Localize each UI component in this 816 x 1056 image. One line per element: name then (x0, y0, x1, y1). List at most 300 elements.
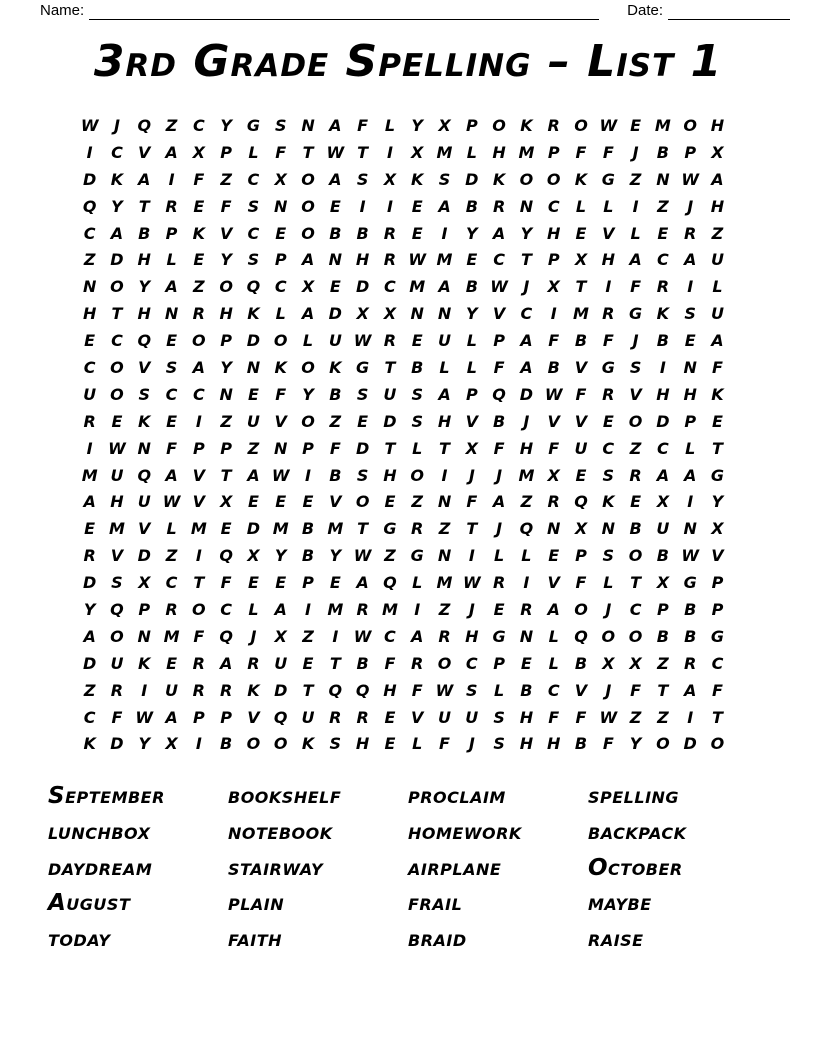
grid-cell-r18c21: T (630, 573, 642, 593)
grid-cell-r12c13: S (411, 411, 423, 431)
grid-cell-r1c10: A (329, 115, 342, 135)
grid-cell-r10c1: C (83, 357, 96, 377)
grid-cell-r1c14: X (438, 115, 451, 135)
grid-cell-r20c6: Q (219, 626, 233, 646)
grid-cell-r2c23: P (684, 142, 697, 162)
grid-cell-r17c18: E (548, 546, 560, 566)
grid-cell-r10c14: L (439, 357, 450, 377)
grid-cell-r6c23: A (683, 250, 697, 270)
grid-cell-r16c15: T (466, 519, 478, 539)
grid-cell-r18c8: E (275, 573, 287, 593)
grid-cell-r6c14: M (436, 250, 453, 270)
grid-cell-r7c24: L (712, 277, 723, 297)
grid-cell-r8c6: H (219, 304, 233, 324)
grid-cell-r14c1: M (81, 465, 98, 485)
grid-cell-r8c4: N (164, 304, 179, 324)
grid-cell-r17c21: O (628, 546, 643, 566)
grid-cell-r19c15: J (468, 599, 475, 619)
grid-cell-r9c20: F (602, 331, 614, 351)
grid-cell-r9c19: B (574, 331, 588, 351)
grid-cell-r21c21: X (629, 653, 642, 673)
word-list-item: today (48, 926, 111, 953)
grid-cell-r23c19: F (575, 707, 587, 727)
grid-cell-r22c8: D (274, 680, 288, 700)
grid-cell-r18c12: Q (383, 573, 397, 593)
grid-cell-r16c11: T (357, 519, 369, 539)
grid-cell-r4c15: B (465, 196, 478, 216)
word-list-item: October (588, 854, 683, 881)
grid-cell-r16c20: N (601, 519, 615, 539)
grid-cell-r7c8: C (274, 277, 287, 297)
grid-cell-r21c12: F (384, 653, 396, 673)
grid-cell-r17c17: L (521, 546, 532, 566)
grid-cell-r20c11: W (353, 626, 372, 646)
grid-cell-r20c12: C (384, 626, 396, 646)
grid-cell-r14c7: A (247, 465, 260, 485)
word-list-item: maybe (588, 890, 652, 917)
grid-cell-r12c12: D (383, 411, 397, 431)
grid-cell-r21c8: U (274, 653, 288, 673)
grid-cell-r13c20: C (602, 438, 615, 458)
grid-cell-r17c7: X (247, 546, 260, 566)
grid-cell-r17c19: P (575, 546, 587, 566)
grid-cell-r19c19: O (574, 599, 588, 619)
grid-cell-r23c12: E (384, 707, 396, 727)
grid-cell-r22c15: S (466, 680, 478, 700)
grid-cell-r22c5: R (192, 680, 205, 700)
grid-cell-r19c11: R (356, 599, 369, 619)
grid-cell-r13c6: P (220, 438, 232, 458)
grid-cell-r23c13: V (411, 707, 424, 727)
grid-cell-r5c20: V (602, 223, 615, 243)
grid-cell-r2c12: I (386, 142, 393, 162)
grid-cell-r23c20: W (599, 707, 618, 727)
grid-cell-r17c12: Z (384, 546, 396, 566)
grid-cell-r9c24: A (711, 331, 724, 351)
grid-cell-r6c17: T (520, 250, 532, 270)
grid-cell-r20c24: G (710, 626, 725, 646)
grid-cell-r8c15: Y (466, 304, 478, 324)
word-list-item: bookshelf (228, 783, 342, 809)
grid-cell-r7c13: M (409, 277, 426, 297)
grid-cell-r10c11: G (356, 357, 370, 377)
grid-cell-r22c21: F (630, 680, 642, 700)
grid-cell-r5c22: E (657, 223, 669, 243)
grid-cell-r19c9: I (305, 599, 311, 619)
grid-cell-r15c11: O (355, 492, 370, 512)
grid-cell-r7c22: R (656, 277, 670, 297)
grid-cell-r16c6: E (220, 519, 232, 539)
grid-cell-r22c7: K (247, 680, 260, 700)
grid-cell-r10c19: V (574, 357, 588, 377)
grid-cell-r9c18: F (548, 331, 560, 351)
grid-cell-r14c18: X (547, 465, 560, 485)
grid-cell-r11c11: S (356, 384, 369, 404)
grid-cell-r12c15: V (465, 411, 478, 431)
grid-cell-r7c11: D (355, 277, 370, 297)
grid-cell-r16c13: R (411, 519, 424, 539)
grid-cell-r5c18: H (547, 223, 561, 243)
grid-cell-r1c9: N (301, 115, 315, 135)
grid-cell-r10c13: B (411, 357, 424, 377)
grid-cell-r12c1: R (83, 411, 96, 431)
grid-cell-r23c10: R (329, 707, 342, 727)
grid-cell-r4c14: A (438, 196, 451, 216)
grid-cell-r11c23: H (683, 384, 697, 404)
grid-cell-r6c15: E (466, 250, 478, 270)
grid-cell-r19c8: A (274, 599, 287, 619)
grid-cell-r16c10: M (327, 519, 344, 539)
grid-cell-r5c23: R (684, 223, 697, 243)
grid-cell-r12c21: O (628, 411, 643, 431)
grid-cell-r10c8: K (274, 357, 287, 377)
grid-cell-r24c6: B (220, 734, 233, 754)
grid-cell-r20c10: I (332, 626, 339, 646)
grid-cell-r22c6: R (219, 680, 233, 700)
grid-cell-r16c3: V (138, 519, 151, 539)
grid-cell-r18c14: M (436, 573, 453, 593)
grid-cell-r15c4: W (162, 492, 181, 512)
grid-cell-r3c22: N (656, 169, 670, 189)
grid-cell-r10c9: O (301, 357, 315, 377)
grid-cell-r22c2: R (110, 680, 124, 700)
grid-cell-r20c17: N (519, 626, 534, 646)
grid-cell-r12c24: E (712, 411, 723, 431)
grid-cell-r1c1: W (80, 115, 99, 135)
grid-cell-r18c22: X (656, 573, 670, 593)
grid-cell-r24c17: H (519, 734, 534, 754)
grid-cell-r15c13: Z (411, 492, 424, 512)
grid-cell-r14c17: M (518, 465, 535, 485)
grid-cell-r13c23: L (685, 438, 696, 458)
grid-cell-r3c16: K (492, 169, 506, 189)
grid-cell-r9c16: P (493, 331, 505, 351)
word-list-item: stairway (228, 854, 324, 881)
grid-cell-r7c3: Y (138, 277, 151, 297)
grid-cell-r11c6: N (219, 384, 233, 404)
grid-cell-r1c21: E (630, 115, 642, 135)
grid-cell-r20c1: A (83, 626, 96, 646)
grid-cell-r17c16: L (494, 546, 505, 566)
grid-cell-r8c17: C (520, 304, 533, 324)
grid-cell-r24c7: O (246, 734, 261, 754)
grid-cell-r24c14: F (439, 734, 450, 754)
word-list-item: notebook (228, 818, 333, 845)
grid-cell-r21c18: L (548, 653, 559, 673)
grid-cell-r15c17: Z (520, 492, 533, 512)
grid-cell-r18c6: F (220, 573, 232, 593)
grid-cell-r4c12: I (386, 196, 393, 216)
grid-cell-r24c1: K (83, 734, 96, 754)
grid-cell-r6c2: D (110, 250, 124, 270)
grid-cell-r5c17: Y (520, 223, 533, 243)
grid-cell-r4c24: H (710, 196, 725, 216)
grid-cell-r6c22: C (657, 250, 669, 270)
grid-cell-r12c4: E (166, 411, 177, 431)
word-column-4 (588, 779, 768, 958)
grid-cell-r9c15: L (466, 331, 477, 351)
grid-cell-r2c6: P (220, 142, 232, 162)
grid-cell-r17c10: Y (329, 546, 342, 566)
grid-cell-r6c6: Y (220, 250, 232, 270)
grid-cell-r3c1: D (83, 169, 97, 189)
grid-cell-r22c17: B (520, 680, 533, 700)
grid-cell-r6c13: W (408, 250, 427, 270)
grid-cell-r8c2: T (111, 304, 123, 324)
grid-cell-r14c10: B (329, 465, 342, 485)
grid-cell-r14c5: V (192, 465, 206, 485)
grid-cell-r16c5: M (190, 519, 207, 539)
grid-cell-r15c12: E (384, 492, 396, 512)
grid-cell-r19c3: P (138, 599, 151, 619)
grid-cell-r15c5: V (192, 492, 206, 512)
grid-cell-r9c21: J (632, 331, 639, 351)
word-list-item: September (48, 783, 165, 809)
grid-cell-r14c11: S (356, 465, 369, 485)
grid-cell-r17c9: B (301, 546, 315, 566)
grid-cell-r4c4: R (165, 196, 178, 216)
grid-cell-r11c10: B (329, 384, 342, 404)
grid-cell-r7c6: O (219, 277, 233, 297)
grid-cell-r3c3: A (138, 169, 151, 189)
grid-cell-r5c13: E (411, 223, 423, 243)
grid-cell-r11c21: V (629, 384, 642, 404)
grid-cell-r14c4: A (165, 465, 178, 485)
grid-cell-r9c10: U (328, 331, 342, 351)
grid-cell-r7c12: C (384, 277, 396, 297)
grid-cell-r1c4: Z (165, 115, 178, 135)
grid-cell-r19c24: P (711, 599, 724, 619)
grid-cell-r3c20: G (601, 169, 615, 189)
grid-cell-r5c7: C (247, 223, 260, 243)
grid-cell-r21c4: E (166, 653, 177, 673)
grid-cell-r10c21: S (629, 357, 642, 377)
word-list-item: spelling (588, 783, 680, 809)
grid-cell-r6c21: A (629, 250, 642, 270)
grid-cell-r23c16: S (493, 707, 505, 727)
grid-cell-r14c23: A (683, 465, 697, 485)
grid-cell-r24c20: F (602, 734, 614, 754)
grid-cell-r5c3: B (138, 223, 151, 243)
grid-cell-r9c22: B (656, 331, 669, 351)
grid-cell-r10c4: S (165, 357, 178, 377)
grid-cell-r4c17: N (519, 196, 534, 216)
grid-cell-r3c8: X (274, 169, 287, 189)
grid-cell-r1c2: J (113, 115, 120, 135)
grid-cell-r3c19: K (574, 169, 588, 189)
grid-cell-r14c20: S (602, 465, 615, 485)
grid-cell-r21c17: E (520, 653, 532, 673)
grid-cell-r16c7: D (246, 519, 261, 539)
grid-cell-r8c22: K (656, 304, 670, 324)
grid-cell-r14c15: J (468, 465, 475, 485)
grid-cell-r3c2: K (110, 169, 124, 189)
grid-cell-r19c6: C (220, 599, 232, 619)
grid-cell-r24c12: E (384, 734, 396, 754)
grid-cell-r20c20: O (601, 626, 616, 646)
grid-cell-r20c15: H (465, 626, 479, 646)
grid-cell-r14c19: E (575, 465, 587, 485)
grid-cell-r22c24: F (712, 680, 723, 700)
grid-cell-r15c15: F (466, 492, 478, 512)
grid-cell-r18c19: F (575, 573, 587, 593)
grid-cell-r15c22: X (656, 492, 670, 512)
word-column-3 (408, 779, 588, 958)
grid-cell-r11c8: F (275, 384, 287, 404)
grid-cell-r2c9: T (302, 142, 314, 162)
grid-cell-r6c20: H (601, 250, 615, 270)
grid-cell-r10c5: A (192, 357, 206, 377)
grid-cell-r13c22: C (657, 438, 669, 458)
grid-cell-r9c12: R (383, 331, 397, 351)
grid-cell-r23c14: U (438, 707, 451, 727)
grid-cell-r6c3: H (137, 250, 151, 270)
grid-cell-r11c4: C (165, 384, 178, 404)
grid-cell-r11c24: K (711, 384, 724, 404)
grid-cell-r21c14: O (437, 653, 452, 673)
grid-cell-r5c8: E (275, 223, 287, 243)
grid-cell-r18c1: D (83, 573, 97, 593)
grid-cell-r4c19: L (575, 196, 587, 216)
grid-cell-r19c22: P (657, 599, 669, 619)
grid-cell-r7c10: E (329, 277, 341, 297)
grid-cell-r5c24: Z (711, 223, 724, 243)
grid-cell-r24c5: I (195, 734, 202, 754)
grid-cell-r20c18: L (548, 626, 559, 646)
grid-cell-r17c3: D (137, 546, 151, 566)
grid-cell-r7c4: A (165, 277, 178, 297)
grid-cell-r5c6: V (219, 223, 233, 243)
grid-cell-r23c7: V (247, 707, 260, 727)
grid-cell-r10c10: K (329, 357, 342, 377)
grid-cell-r21c16: P (493, 653, 505, 673)
grid-cell-r17c4: Z (165, 546, 178, 566)
grid-cell-r3c21: Z (629, 169, 642, 189)
grid-cell-r5c1: C (83, 223, 96, 243)
grid-cell-r23c11: R (356, 707, 369, 727)
grid-cell-r17c1: R (83, 546, 96, 566)
grid-cell-r23c21: Z (629, 707, 642, 727)
grid-cell-r1c13: Y (411, 115, 423, 135)
grid-cell-r21c15: C (465, 653, 478, 673)
grid-cell-r3c6: Z (220, 169, 232, 189)
grid-cell-r21c23: R (684, 653, 697, 673)
grid-cell-r17c23: W (681, 546, 699, 566)
grid-cell-r1c8: S (274, 115, 287, 135)
grid-cell-r3c11: S (356, 169, 369, 189)
grid-cell-r10c3: V (138, 357, 151, 377)
grid-cell-r16c19: X (574, 519, 588, 539)
grid-cell-r12c23: P (684, 411, 697, 431)
grid-cell-r8c8: L (275, 304, 286, 324)
grid-cell-r8c24: U (710, 304, 724, 324)
grid-cell-r21c22: Z (657, 653, 669, 673)
grid-cell-r2c13: X (411, 142, 424, 162)
grid-cell-r13c11: D (355, 438, 370, 458)
grid-cell-r22c12: H (383, 680, 397, 700)
grid-cell-r2c15: L (466, 142, 477, 162)
grid-cell-r11c19: F (575, 384, 587, 404)
grid-cell-r1c12: L (384, 115, 396, 135)
grid-cell-r22c22: T (657, 680, 669, 700)
grid-cell-r9c14: U (438, 331, 451, 351)
grid-cell-r1c19: O (574, 115, 588, 135)
grid-cell-r12c10: Z (329, 411, 342, 431)
grid-cell-r22c19: V (574, 680, 588, 700)
grid-cell-r15c10: V (329, 492, 342, 512)
grid-cell-r15c20: K (602, 492, 615, 512)
grid-cell-r4c22: Z (657, 196, 669, 216)
grid-cell-r23c3: W (135, 707, 154, 727)
grid-cell-r11c20: R (602, 384, 615, 404)
grid-cell-r10c24: F (712, 357, 723, 377)
grid-cell-r19c4: R (165, 599, 178, 619)
grid-cell-r14c6: T (220, 465, 232, 485)
grid-cell-r12c2: E (111, 411, 123, 431)
grid-cell-r7c23: I (687, 277, 694, 297)
grid-cell-r18c7: E (247, 573, 259, 593)
grid-cell-r23c15: U (465, 707, 479, 727)
grid-cell-r2c8: F (275, 142, 287, 162)
grid-cell-r11c5: C (192, 384, 205, 404)
grid-cell-r6c1: Z (83, 250, 96, 270)
grid-cell-r17c15: I (468, 546, 475, 566)
grid-cell-r15c24: Y (711, 492, 724, 512)
word-list-item: lunchbox (48, 818, 151, 845)
grid-cell-r15c9: E (302, 492, 314, 512)
grid-cell-r20c13: A (411, 626, 424, 646)
grid-cell-r20c9: Z (302, 626, 314, 646)
grid-cell-r2c7: L (248, 142, 259, 162)
grid-cell-r2c18: P (547, 142, 560, 162)
grid-cell-r14c12: H (383, 465, 397, 485)
grid-cell-r17c13: G (410, 546, 424, 566)
grid-cell-r12c17: J (523, 411, 530, 431)
grid-cell-r24c15: J (468, 734, 475, 754)
grid-cell-r3c13: K (411, 169, 424, 189)
grid-cell-r19c12: M (381, 599, 398, 619)
grid-cell-r21c20: X (602, 653, 615, 673)
grid-cell-r20c16: G (492, 626, 506, 646)
grid-cell-r15c14: N (437, 492, 452, 512)
grid-cell-r24c3: Y (138, 734, 151, 754)
grid-cell-r5c15: Y (466, 223, 478, 243)
grid-cell-r12c19: V (574, 411, 588, 431)
grid-cell-r8c11: X (356, 304, 369, 324)
grid-cell-r11c13: S (411, 384, 423, 404)
word-list-item: plain (228, 890, 285, 917)
grid-cell-r18c13: L (412, 573, 423, 593)
grid-cell-r10c20: G (601, 357, 615, 377)
grid-cell-r4c20: L (603, 196, 614, 216)
grid-cell-r13c19: U (574, 438, 588, 458)
grid-cell-r19c1: Y (83, 599, 96, 619)
letter-grid (76, 112, 731, 757)
grid-cell-r8c1: H (82, 304, 97, 324)
grid-cell-r15c6: X (219, 492, 233, 512)
grid-cell-r4c18: C (547, 196, 560, 216)
grid-cell-r11c1: U (83, 384, 97, 404)
grid-cell-r17c24: V (711, 546, 724, 566)
grid-cell-r13c5: P (192, 438, 205, 458)
grid-cell-r4c8: N (274, 196, 288, 216)
grid-cell-r20c22: B (656, 626, 669, 646)
grid-cell-r13c16: F (493, 438, 505, 458)
grid-cell-r2c20: F (602, 142, 614, 162)
grid-cell-r4c11: I (359, 196, 366, 216)
grid-cell-r18c23: G (683, 573, 697, 593)
grid-cell-r8c23: S (684, 304, 696, 324)
